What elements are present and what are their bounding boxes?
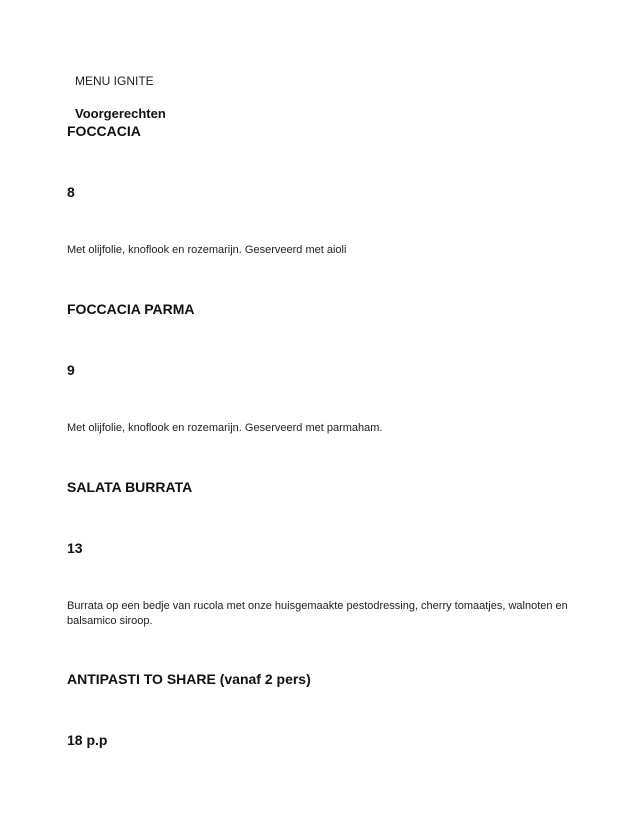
dish-description: Met olijfolie, knoflook en rozemarijn. Geserveerd met parmaham. [67,422,383,434]
dish-name: SALATA BURRATA [67,479,193,495]
dish-price: 13 [67,540,83,556]
dish-description: Met olijfolie, knoflook en rozemarijn. Geserveerd met aioli [67,244,347,256]
dish-name: FOCCACIA [67,123,141,139]
dish-price: 8 [67,184,75,200]
dish-price: 18 p.p [67,732,108,748]
dish-name: ANTIPASTI TO SHARE (vanaf 2 pers) [67,671,311,687]
section-heading: Voorgerechten [75,106,166,121]
dish-name: FOCCACIA PARMA [67,301,195,317]
dish-price: 9 [67,362,75,378]
menu-title: MENU IGNITE [75,74,154,88]
dish-description: Burrata op een bedje van rucola met onze huisgemaakte pestodressing, cherry tomaatjes, walnoten en balsamico siroop. [67,600,568,627]
